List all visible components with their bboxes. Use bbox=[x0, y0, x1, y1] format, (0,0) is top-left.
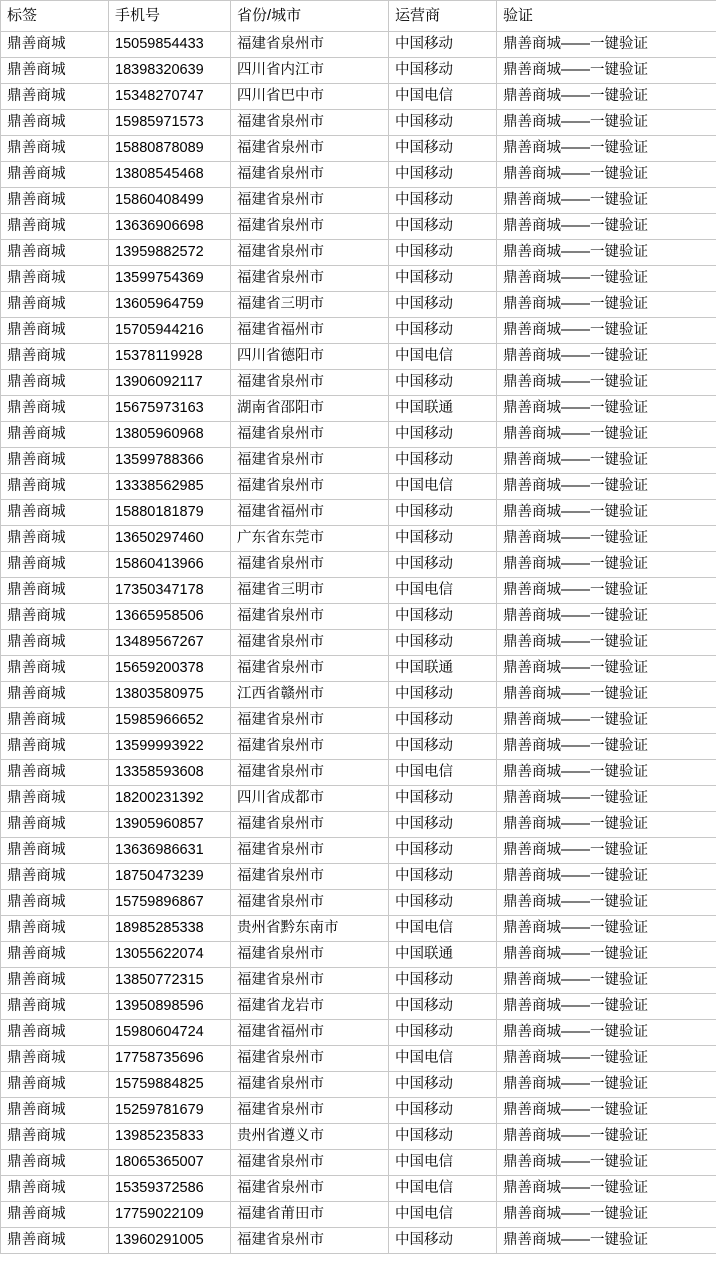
cell-phone: 13905960857 bbox=[109, 812, 231, 838]
cell-phone: 18750473239 bbox=[109, 864, 231, 890]
cell-region: 福建省泉州市 bbox=[231, 136, 389, 162]
cell-region: 福建省泉州市 bbox=[231, 864, 389, 890]
cell-phone: 15985966652 bbox=[109, 708, 231, 734]
cell-tag: 鼎善商城 bbox=[1, 994, 109, 1020]
cell-tag: 鼎善商城 bbox=[1, 1228, 109, 1254]
cell-region: 福建省龙岩市 bbox=[231, 994, 389, 1020]
cell-tag: 鼎善商城 bbox=[1, 552, 109, 578]
cell-tag: 鼎善商城 bbox=[1, 864, 109, 890]
table-row bbox=[1, 58, 716, 84]
cell-region: 四川省巴中市 bbox=[231, 84, 389, 110]
cell-tag: 鼎善商城 bbox=[1, 266, 109, 292]
cell-tag: 鼎善商城 bbox=[1, 318, 109, 344]
cell-region: 福建省泉州市 bbox=[231, 1046, 389, 1072]
cell-carrier: 中国移动 bbox=[389, 266, 497, 292]
cell-carrier: 中国电信 bbox=[389, 578, 497, 604]
cell-tag: 鼎善商城 bbox=[1, 942, 109, 968]
cell-verification: 鼎善商城——一键验证 bbox=[497, 318, 716, 344]
cell-region: 福建省泉州市 bbox=[231, 968, 389, 994]
cell-region: 福建省泉州市 bbox=[231, 552, 389, 578]
cell-carrier: 中国移动 bbox=[389, 240, 497, 266]
cell-phone: 15880181879 bbox=[109, 500, 231, 526]
cell-tag: 鼎善商城 bbox=[1, 760, 109, 786]
cell-region: 福建省泉州市 bbox=[231, 1072, 389, 1098]
cell-phone: 13803580975 bbox=[109, 682, 231, 708]
cell-region: 湖南省邵阳市 bbox=[231, 396, 389, 422]
cell-region: 福建省莆田市 bbox=[231, 1202, 389, 1228]
cell-verification: 鼎善商城——一键验证 bbox=[497, 188, 716, 214]
table-row bbox=[1, 916, 716, 942]
cell-tag: 鼎善商城 bbox=[1, 916, 109, 942]
cell-tag: 鼎善商城 bbox=[1, 708, 109, 734]
cell-region: 四川省成都市 bbox=[231, 786, 389, 812]
cell-tag: 鼎善商城 bbox=[1, 84, 109, 110]
cell-phone: 15705944216 bbox=[109, 318, 231, 344]
table-row bbox=[1, 448, 716, 474]
table-row bbox=[1, 526, 716, 552]
cell-carrier: 中国移动 bbox=[389, 994, 497, 1020]
cell-verification: 鼎善商城——一键验证 bbox=[497, 240, 716, 266]
cell-region: 福建省泉州市 bbox=[231, 1228, 389, 1254]
cell-tag: 鼎善商城 bbox=[1, 1150, 109, 1176]
cell-carrier: 中国移动 bbox=[389, 448, 497, 474]
cell-phone: 15880878089 bbox=[109, 136, 231, 162]
cell-verification: 鼎善商城——一键验证 bbox=[497, 58, 716, 84]
cell-carrier: 中国电信 bbox=[389, 1202, 497, 1228]
cell-tag: 鼎善商城 bbox=[1, 526, 109, 552]
table-row bbox=[1, 1202, 716, 1228]
cell-phone: 17759022109 bbox=[109, 1202, 231, 1228]
cell-tag: 鼎善商城 bbox=[1, 1098, 109, 1124]
column-header-carrier: 运营商 bbox=[389, 1, 497, 32]
cell-carrier: 中国移动 bbox=[389, 136, 497, 162]
cell-tag: 鼎善商城 bbox=[1, 786, 109, 812]
cell-region: 福建省泉州市 bbox=[231, 32, 389, 58]
table-row bbox=[1, 942, 716, 968]
cell-phone: 13960291005 bbox=[109, 1228, 231, 1254]
table-row bbox=[1, 734, 716, 760]
table-row bbox=[1, 240, 716, 266]
cell-carrier: 中国移动 bbox=[389, 1228, 497, 1254]
cell-phone: 13665958506 bbox=[109, 604, 231, 630]
cell-phone: 15659200378 bbox=[109, 656, 231, 682]
cell-phone: 18065365007 bbox=[109, 1150, 231, 1176]
cell-tag: 鼎善商城 bbox=[1, 32, 109, 58]
cell-phone: 15059854433 bbox=[109, 32, 231, 58]
cell-verification: 鼎善商城——一键验证 bbox=[497, 1072, 716, 1098]
cell-verification: 鼎善商城——一键验证 bbox=[497, 916, 716, 942]
cell-verification: 鼎善商城——一键验证 bbox=[497, 942, 716, 968]
cell-carrier: 中国移动 bbox=[389, 292, 497, 318]
cell-region: 福建省福州市 bbox=[231, 500, 389, 526]
table-row bbox=[1, 266, 716, 292]
table-row bbox=[1, 1176, 716, 1202]
table-row bbox=[1, 214, 716, 240]
table-row bbox=[1, 656, 716, 682]
table-row bbox=[1, 1124, 716, 1150]
cell-phone: 13055622074 bbox=[109, 942, 231, 968]
cell-region: 福建省三明市 bbox=[231, 292, 389, 318]
table-row bbox=[1, 474, 716, 500]
cell-region: 福建省三明市 bbox=[231, 578, 389, 604]
cell-phone: 13985235833 bbox=[109, 1124, 231, 1150]
cell-tag: 鼎善商城 bbox=[1, 1124, 109, 1150]
cell-phone: 15378119928 bbox=[109, 344, 231, 370]
cell-verification: 鼎善商城——一键验证 bbox=[497, 760, 716, 786]
table-row bbox=[1, 188, 716, 214]
cell-tag: 鼎善商城 bbox=[1, 630, 109, 656]
cell-phone: 13959882572 bbox=[109, 240, 231, 266]
cell-carrier: 中国联通 bbox=[389, 656, 497, 682]
cell-tag: 鼎善商城 bbox=[1, 136, 109, 162]
cell-carrier: 中国移动 bbox=[389, 890, 497, 916]
cell-phone: 17350347178 bbox=[109, 578, 231, 604]
cell-tag: 鼎善商城 bbox=[1, 448, 109, 474]
table-row bbox=[1, 682, 716, 708]
cell-region: 福建省泉州市 bbox=[231, 760, 389, 786]
column-header-tag: 标签 bbox=[1, 1, 109, 32]
cell-phone: 13650297460 bbox=[109, 526, 231, 552]
table-row bbox=[1, 344, 716, 370]
cell-carrier: 中国移动 bbox=[389, 734, 497, 760]
cell-region: 福建省泉州市 bbox=[231, 474, 389, 500]
cell-verification: 鼎善商城——一键验证 bbox=[497, 1176, 716, 1202]
cell-carrier: 中国移动 bbox=[389, 630, 497, 656]
table-row bbox=[1, 760, 716, 786]
cell-tag: 鼎善商城 bbox=[1, 422, 109, 448]
cell-carrier: 中国移动 bbox=[389, 1072, 497, 1098]
cell-carrier: 中国电信 bbox=[389, 916, 497, 942]
cell-verification: 鼎善商城——一键验证 bbox=[497, 1124, 716, 1150]
cell-region: 福建省泉州市 bbox=[231, 812, 389, 838]
cell-verification: 鼎善商城——一键验证 bbox=[497, 656, 716, 682]
column-header-region: 省份/城市 bbox=[231, 1, 389, 32]
cell-verification: 鼎善商城——一键验证 bbox=[497, 1020, 716, 1046]
cell-phone: 15759884825 bbox=[109, 1072, 231, 1098]
cell-region: 四川省内江市 bbox=[231, 58, 389, 84]
cell-region: 江西省赣州市 bbox=[231, 682, 389, 708]
cell-phone: 13850772315 bbox=[109, 968, 231, 994]
cell-verification: 鼎善商城——一键验证 bbox=[497, 630, 716, 656]
cell-carrier: 中国移动 bbox=[389, 864, 497, 890]
cell-verification: 鼎善商城——一键验证 bbox=[497, 422, 716, 448]
cell-region: 四川省德阳市 bbox=[231, 344, 389, 370]
cell-carrier: 中国电信 bbox=[389, 1150, 497, 1176]
table-row bbox=[1, 890, 716, 916]
cell-verification: 鼎善商城——一键验证 bbox=[497, 448, 716, 474]
table-row bbox=[1, 864, 716, 890]
cell-tag: 鼎善商城 bbox=[1, 1046, 109, 1072]
table-row bbox=[1, 786, 716, 812]
cell-carrier: 中国电信 bbox=[389, 344, 497, 370]
cell-carrier: 中国移动 bbox=[389, 786, 497, 812]
cell-tag: 鼎善商城 bbox=[1, 656, 109, 682]
table-row bbox=[1, 1020, 716, 1046]
cell-tag: 鼎善商城 bbox=[1, 604, 109, 630]
cell-region: 福建省泉州市 bbox=[231, 708, 389, 734]
cell-carrier: 中国移动 bbox=[389, 1098, 497, 1124]
cell-tag: 鼎善商城 bbox=[1, 838, 109, 864]
cell-phone: 18985285338 bbox=[109, 916, 231, 942]
cell-phone: 15759896867 bbox=[109, 890, 231, 916]
table-row bbox=[1, 838, 716, 864]
cell-verification: 鼎善商城——一键验证 bbox=[497, 526, 716, 552]
cell-phone: 18398320639 bbox=[109, 58, 231, 84]
cell-phone: 13599788366 bbox=[109, 448, 231, 474]
cell-verification: 鼎善商城——一键验证 bbox=[497, 214, 716, 240]
cell-region: 福建省泉州市 bbox=[231, 188, 389, 214]
table-row bbox=[1, 84, 716, 110]
cell-verification: 鼎善商城——一键验证 bbox=[497, 578, 716, 604]
cell-carrier: 中国移动 bbox=[389, 214, 497, 240]
cell-carrier: 中国移动 bbox=[389, 812, 497, 838]
cell-tag: 鼎善商城 bbox=[1, 812, 109, 838]
cell-verification: 鼎善商城——一键验证 bbox=[497, 968, 716, 994]
cell-verification: 鼎善商城——一键验证 bbox=[497, 1046, 716, 1072]
cell-verification: 鼎善商城——一键验证 bbox=[497, 32, 716, 58]
cell-region: 福建省泉州市 bbox=[231, 162, 389, 188]
cell-tag: 鼎善商城 bbox=[1, 292, 109, 318]
cell-carrier: 中国移动 bbox=[389, 188, 497, 214]
cell-verification: 鼎善商城——一键验证 bbox=[497, 136, 716, 162]
cell-verification: 鼎善商城——一键验证 bbox=[497, 864, 716, 890]
cell-carrier: 中国移动 bbox=[389, 682, 497, 708]
cell-phone: 15675973163 bbox=[109, 396, 231, 422]
table-row bbox=[1, 1098, 716, 1124]
table-row bbox=[1, 578, 716, 604]
table-row bbox=[1, 292, 716, 318]
column-header-verification: 验证 bbox=[497, 1, 716, 32]
cell-verification: 鼎善商城——一键验证 bbox=[497, 474, 716, 500]
cell-carrier: 中国电信 bbox=[389, 1176, 497, 1202]
table-row bbox=[1, 422, 716, 448]
table-row bbox=[1, 500, 716, 526]
cell-phone: 13599993922 bbox=[109, 734, 231, 760]
cell-phone: 18200231392 bbox=[109, 786, 231, 812]
cell-verification: 鼎善商城——一键验证 bbox=[497, 552, 716, 578]
cell-tag: 鼎善商城 bbox=[1, 344, 109, 370]
cell-region: 福建省泉州市 bbox=[231, 448, 389, 474]
cell-phone: 13636986631 bbox=[109, 838, 231, 864]
cell-carrier: 中国电信 bbox=[389, 1046, 497, 1072]
cell-verification: 鼎善商城——一键验证 bbox=[497, 708, 716, 734]
cell-tag: 鼎善商城 bbox=[1, 682, 109, 708]
table-row bbox=[1, 32, 716, 58]
table-row bbox=[1, 1228, 716, 1254]
cell-phone: 13338562985 bbox=[109, 474, 231, 500]
cell-region: 福建省福州市 bbox=[231, 1020, 389, 1046]
cell-carrier: 中国联通 bbox=[389, 396, 497, 422]
cell-verification: 鼎善商城——一键验证 bbox=[497, 812, 716, 838]
cell-phone: 13805960968 bbox=[109, 422, 231, 448]
table-row bbox=[1, 162, 716, 188]
cell-verification: 鼎善商城——一键验证 bbox=[497, 292, 716, 318]
cell-carrier: 中国移动 bbox=[389, 968, 497, 994]
cell-verification: 鼎善商城——一键验证 bbox=[497, 838, 716, 864]
cell-phone: 13599754369 bbox=[109, 266, 231, 292]
cell-phone: 15860413966 bbox=[109, 552, 231, 578]
cell-phone: 15980604724 bbox=[109, 1020, 231, 1046]
table-header-row bbox=[1, 1, 716, 32]
cell-carrier: 中国移动 bbox=[389, 708, 497, 734]
cell-tag: 鼎善商城 bbox=[1, 396, 109, 422]
cell-verification: 鼎善商城——一键验证 bbox=[497, 162, 716, 188]
cell-tag: 鼎善商城 bbox=[1, 578, 109, 604]
table-row bbox=[1, 812, 716, 838]
cell-verification: 鼎善商城——一键验证 bbox=[497, 344, 716, 370]
cell-region: 福建省福州市 bbox=[231, 318, 389, 344]
cell-verification: 鼎善商城——一键验证 bbox=[497, 84, 716, 110]
cell-verification: 鼎善商城——一键验证 bbox=[497, 604, 716, 630]
table-row bbox=[1, 1046, 716, 1072]
cell-region: 福建省泉州市 bbox=[231, 630, 389, 656]
cell-verification: 鼎善商城——一键验证 bbox=[497, 1228, 716, 1254]
table-row bbox=[1, 604, 716, 630]
cell-phone: 13358593608 bbox=[109, 760, 231, 786]
cell-tag: 鼎善商城 bbox=[1, 58, 109, 84]
cell-region: 福建省泉州市 bbox=[231, 1176, 389, 1202]
cell-verification: 鼎善商城——一键验证 bbox=[497, 734, 716, 760]
cell-phone: 15359372586 bbox=[109, 1176, 231, 1202]
cell-region: 福建省泉州市 bbox=[231, 890, 389, 916]
cell-carrier: 中国移动 bbox=[389, 318, 497, 344]
cell-carrier: 中国联通 bbox=[389, 942, 497, 968]
cell-carrier: 中国移动 bbox=[389, 500, 497, 526]
cell-verification: 鼎善商城——一键验证 bbox=[497, 370, 716, 396]
cell-verification: 鼎善商城——一键验证 bbox=[497, 1202, 716, 1228]
cell-carrier: 中国电信 bbox=[389, 760, 497, 786]
cell-phone: 13605964759 bbox=[109, 292, 231, 318]
table-row bbox=[1, 136, 716, 162]
cell-carrier: 中国移动 bbox=[389, 370, 497, 396]
cell-tag: 鼎善商城 bbox=[1, 162, 109, 188]
cell-region: 福建省泉州市 bbox=[231, 266, 389, 292]
cell-carrier: 中国移动 bbox=[389, 32, 497, 58]
table-row bbox=[1, 1072, 716, 1098]
cell-carrier: 中国移动 bbox=[389, 110, 497, 136]
cell-region: 福建省泉州市 bbox=[231, 370, 389, 396]
table-row bbox=[1, 396, 716, 422]
cell-tag: 鼎善商城 bbox=[1, 214, 109, 240]
cell-region: 福建省泉州市 bbox=[231, 1150, 389, 1176]
cell-tag: 鼎善商城 bbox=[1, 968, 109, 994]
cell-verification: 鼎善商城——一键验证 bbox=[497, 786, 716, 812]
table-body bbox=[1, 32, 716, 1254]
cell-carrier: 中国电信 bbox=[389, 84, 497, 110]
cell-carrier: 中国移动 bbox=[389, 162, 497, 188]
cell-phone: 15348270747 bbox=[109, 84, 231, 110]
cell-phone: 13906092117 bbox=[109, 370, 231, 396]
cell-region: 福建省泉州市 bbox=[231, 214, 389, 240]
cell-carrier: 中国移动 bbox=[389, 58, 497, 84]
cell-tag: 鼎善商城 bbox=[1, 370, 109, 396]
cell-verification: 鼎善商城——一键验证 bbox=[497, 110, 716, 136]
table-row bbox=[1, 318, 716, 344]
table-row bbox=[1, 1150, 716, 1176]
cell-phone: 15259781679 bbox=[109, 1098, 231, 1124]
cell-tag: 鼎善商城 bbox=[1, 188, 109, 214]
cell-region: 广东省东莞市 bbox=[231, 526, 389, 552]
cell-verification: 鼎善商城——一键验证 bbox=[497, 396, 716, 422]
cell-verification: 鼎善商城——一键验证 bbox=[497, 500, 716, 526]
cell-region: 福建省泉州市 bbox=[231, 240, 389, 266]
cell-tag: 鼎善商城 bbox=[1, 1072, 109, 1098]
cell-phone: 15860408499 bbox=[109, 188, 231, 214]
cell-tag: 鼎善商城 bbox=[1, 1176, 109, 1202]
table-row bbox=[1, 994, 716, 1020]
cell-tag: 鼎善商城 bbox=[1, 1202, 109, 1228]
cell-region: 福建省泉州市 bbox=[231, 422, 389, 448]
cell-phone: 13808545468 bbox=[109, 162, 231, 188]
cell-tag: 鼎善商城 bbox=[1, 500, 109, 526]
cell-verification: 鼎善商城——一键验证 bbox=[497, 266, 716, 292]
cell-verification: 鼎善商城——一键验证 bbox=[497, 1098, 716, 1124]
table-row bbox=[1, 552, 716, 578]
cell-phone: 13636906698 bbox=[109, 214, 231, 240]
cell-region: 福建省泉州市 bbox=[231, 656, 389, 682]
cell-verification: 鼎善商城——一键验证 bbox=[497, 1150, 716, 1176]
cell-tag: 鼎善商城 bbox=[1, 734, 109, 760]
cell-tag: 鼎善商城 bbox=[1, 474, 109, 500]
cell-carrier: 中国移动 bbox=[389, 1020, 497, 1046]
cell-verification: 鼎善商城——一键验证 bbox=[497, 994, 716, 1020]
cell-region: 福建省泉州市 bbox=[231, 942, 389, 968]
table-row bbox=[1, 110, 716, 136]
cell-phone: 13489567267 bbox=[109, 630, 231, 656]
cell-verification: 鼎善商城——一键验证 bbox=[497, 682, 716, 708]
cell-region: 福建省泉州市 bbox=[231, 734, 389, 760]
cell-region: 福建省泉州市 bbox=[231, 1098, 389, 1124]
cell-carrier: 中国移动 bbox=[389, 604, 497, 630]
table-row bbox=[1, 370, 716, 396]
cell-tag: 鼎善商城 bbox=[1, 110, 109, 136]
cell-phone: 13950898596 bbox=[109, 994, 231, 1020]
cell-phone: 17758735696 bbox=[109, 1046, 231, 1072]
cell-tag: 鼎善商城 bbox=[1, 890, 109, 916]
cell-tag: 鼎善商城 bbox=[1, 1020, 109, 1046]
cell-region: 贵州省黔东南市 bbox=[231, 916, 389, 942]
cell-carrier: 中国移动 bbox=[389, 422, 497, 448]
cell-carrier: 中国移动 bbox=[389, 1124, 497, 1150]
cell-carrier: 中国电信 bbox=[389, 474, 497, 500]
cell-carrier: 中国移动 bbox=[389, 838, 497, 864]
cell-verification: 鼎善商城——一键验证 bbox=[497, 890, 716, 916]
cell-carrier: 中国移动 bbox=[389, 526, 497, 552]
table-row bbox=[1, 630, 716, 656]
cell-region: 福建省泉州市 bbox=[231, 110, 389, 136]
table-header bbox=[1, 1, 716, 32]
cell-carrier: 中国移动 bbox=[389, 552, 497, 578]
cell-phone: 15985971573 bbox=[109, 110, 231, 136]
cell-region: 福建省泉州市 bbox=[231, 604, 389, 630]
cell-region: 福建省泉州市 bbox=[231, 838, 389, 864]
table-row bbox=[1, 708, 716, 734]
cell-tag: 鼎善商城 bbox=[1, 240, 109, 266]
cell-region: 贵州省遵义市 bbox=[231, 1124, 389, 1150]
column-header-phone: 手机号 bbox=[109, 1, 231, 32]
table-row bbox=[1, 968, 716, 994]
